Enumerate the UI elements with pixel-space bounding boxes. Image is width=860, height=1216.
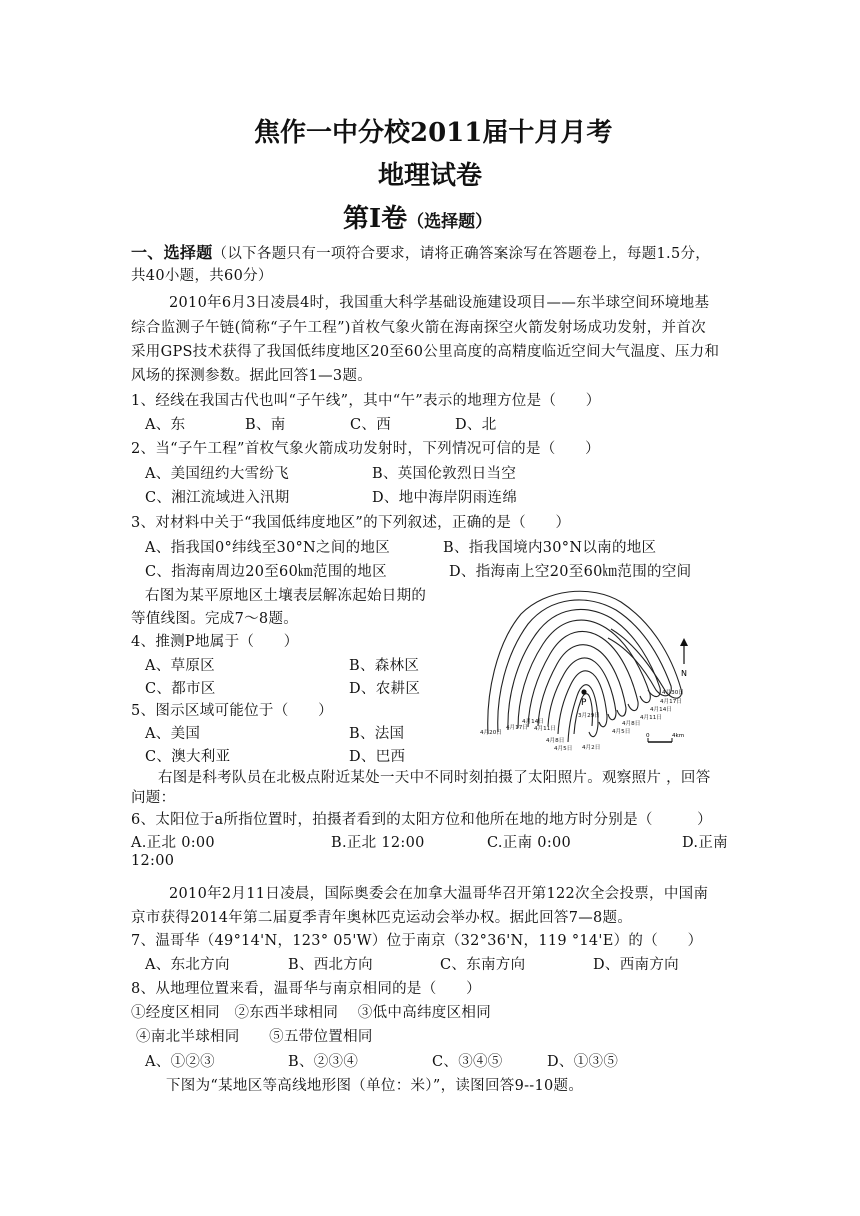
q5-option-a: A、美国 xyxy=(145,726,201,742)
passage1-line2: 综合监测子午链(简称“子午工程”)首枚气象火箭在海南探空火箭发射场成功发射，并首次 xyxy=(131,320,706,336)
q1-option-a: A、东 xyxy=(145,417,186,433)
thaw-date-isoline-map xyxy=(476,584,698,756)
q4-option-b: B、森林区 xyxy=(349,658,420,674)
section-note: （选择题） xyxy=(407,212,493,232)
isoline-label: 4月14日 xyxy=(650,707,672,713)
passage1-line3: 采用GPS技术获得了我国低纬度地区20至60公里高度的高精度临近空间大气温度、压力和 xyxy=(131,344,720,360)
q1-stem: 1、经线在我国古代也叫“子午线”，其中“午”表示的地理方位是（ ） xyxy=(131,393,601,409)
q3-option-d: D、指海南上空20至60㎞范围的空间 xyxy=(449,564,692,580)
point-p-label: P xyxy=(581,698,587,708)
exam-title: 焦作一中分校2011届十月月考 xyxy=(254,118,613,148)
section-main: 第Ⅰ卷 xyxy=(343,204,408,234)
q6-option-b: B.正北 12:00 xyxy=(331,835,425,851)
isoline-label: 4月14日 xyxy=(522,719,544,725)
passage3-line1: 右图是科考队员在北极点附近某处一天中不同时刻拍摄了太阳照片。观察照片 ，回答 xyxy=(158,770,711,786)
q2-option-b: B、英国伦敦烈日当空 xyxy=(372,466,517,482)
q4-option-c: C、都市区 xyxy=(145,681,216,697)
isoline-label: 4月5日 xyxy=(612,729,631,735)
point-p-marker xyxy=(581,689,586,694)
q7-stem: 7、温哥华（49°14'N，123° 05'W）位于南京（32°36'N，119 °14'E）的（ ） xyxy=(131,933,703,949)
q5-option-d: D、巴西 xyxy=(349,749,406,765)
q4-option-a: A、草原区 xyxy=(145,658,215,674)
q7-option-d: D、西南方向 xyxy=(593,957,679,973)
q8-statements-1 xyxy=(131,1001,491,1022)
q5-option-c: C、澳大利亚 xyxy=(145,749,231,765)
q2-option-a: A、美国纽约大雪纷飞 xyxy=(145,466,289,482)
isoline-label: 4月20日 xyxy=(480,730,502,736)
part1-heading: 一、选择题 xyxy=(131,243,213,262)
passage2-line2: 等值线图。完成7～8题。 xyxy=(131,611,299,627)
q2-stem: 2、当“子午工程”首枚气象火箭成功发射时，下列情况可信的是（ ） xyxy=(131,441,600,457)
q2-option-d: D、地中海岸阴雨连绵 xyxy=(372,490,518,506)
passage5-line1: 下图为“某地区等高线地形图（单位：米）”，读图回答9--10题。 xyxy=(166,1078,584,1094)
q2-option-c: C、湘江流域进入汛期 xyxy=(145,490,290,506)
passage1-line4: 风场的探测参数。据此回答1—3题。 xyxy=(131,368,373,384)
north-arrow xyxy=(680,638,688,678)
north-label: N xyxy=(681,669,687,678)
isoline-label: 4月11日 xyxy=(640,715,662,721)
q8-statements-2 xyxy=(136,1025,373,1046)
scale-zero: 0 xyxy=(646,733,650,739)
q4-option-d: D、农耕区 xyxy=(349,681,421,697)
isoline-label: 4月8日 xyxy=(546,738,565,744)
isoline-label: 4月2日 xyxy=(582,745,601,751)
q4-stem: 4、推测P地属于（ ） xyxy=(131,634,299,650)
passage3-line2: 问题： xyxy=(131,790,176,806)
passage4-line2: 京市获得2014年第二届夏季青年奥林匹克运动会举办权。据此回答7—8题。 xyxy=(131,910,633,926)
q8-statement-2: ②东西半球相同 xyxy=(234,1005,339,1021)
q3-option-b: B、指我国境内30°N以南的地区 xyxy=(443,540,657,556)
q8-option-d: D、①③⑤ xyxy=(547,1054,619,1070)
q1-option-b: B、南 xyxy=(245,417,286,433)
isoline-label: 4月30日 xyxy=(662,690,684,696)
isoline-label: 4月5日 xyxy=(554,746,573,752)
q8-statement-4: ④南北半球相同 xyxy=(136,1029,240,1045)
q5-stem: 5、图示区域可能位于（ ） xyxy=(131,703,333,719)
exam-subtitle: 地理试卷 xyxy=(378,161,483,191)
q8-statement-1: ①经度区相同 xyxy=(131,1005,220,1021)
q3-option-c: C、指海南周边20至60㎞范围的地区 xyxy=(145,564,387,580)
isoline-label: 4月17日 xyxy=(506,725,528,731)
q8-option-c: C、③④⑤ xyxy=(432,1054,503,1070)
q8-option-b: B、②③④ xyxy=(288,1054,359,1070)
passage1-line1: 2010年6月3日凌晨4时，我国重大科学基础设施建设项目——东半球空间环境地基 xyxy=(169,295,710,311)
q8-statement-3: ③低中高纬度区相同 xyxy=(357,1005,491,1021)
isoline-label: 4月17日 xyxy=(660,699,682,705)
q1-option-c: C、西 xyxy=(350,417,391,433)
passage4-line1: 2010年2月11日凌晨，国际奥委会在加拿大温哥华召开第122次全会投票，中国南 xyxy=(169,886,709,902)
q5-option-b: B、法国 xyxy=(349,726,405,742)
passage2-line1: 右图为某平原地区土壤表层解冻起始日期的 xyxy=(145,588,427,604)
q6-option-c: C.正南 0:00 xyxy=(487,835,572,851)
q6-option-d: D.正南 xyxy=(682,835,728,851)
part1-instruction-a: （以下各题只有一项符合要求，请将正确答案涂写在答题卷上，每题1.5分， xyxy=(212,246,711,262)
isoline-label: 3月29日 xyxy=(578,713,600,719)
q7-option-b: B、西北方向 xyxy=(288,957,373,973)
isoline-label: 4月11日 xyxy=(534,726,556,732)
part1-instruction-b: 共40小题，共60分） xyxy=(131,268,273,284)
q8-option-a: A、①②③ xyxy=(145,1054,215,1070)
q1-option-d: D、北 xyxy=(455,417,497,433)
q7-option-c: C、东南方向 xyxy=(440,957,526,973)
part1-heading-line xyxy=(131,240,710,263)
q6-option-d-cont: 12:00 xyxy=(131,853,175,869)
q8-statement-5: ⑤五带位置相同 xyxy=(269,1029,373,1045)
section-heading xyxy=(343,198,492,235)
scale-4km: 4km xyxy=(672,733,685,739)
scale-bar xyxy=(646,733,684,742)
q8-stem: 8、从地理位置来看，温哥华与南京相同的是（ ） xyxy=(131,981,481,997)
isoline-label: 4月8日 xyxy=(622,721,641,727)
q6-option-a: A.正北 0:00 xyxy=(131,835,215,851)
q6-stem: 6、太阳位于a所指位置时，拍摄者看到的太阳方位和他所在地的地方时分别是（ ） xyxy=(131,812,712,828)
q3-option-a: A、指我国0°纬线至30°N之间的地区 xyxy=(145,540,391,556)
q7-option-a: A、东北方向 xyxy=(145,957,230,973)
q3-stem: 3、对材料中关于“我国低纬度地区”的下列叙述，正确的是（ ） xyxy=(131,515,571,531)
isoline xyxy=(518,620,650,728)
